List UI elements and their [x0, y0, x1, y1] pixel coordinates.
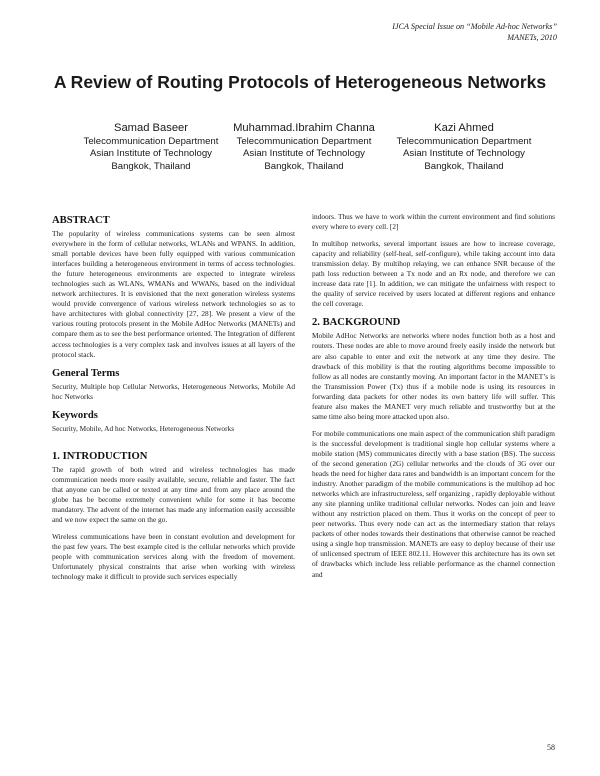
author-institute: Asian Institute of Technology [403, 148, 525, 160]
background-paragraph: For mobile communications one main aspect of the communication shift paradigm is the successful development is traditional single hop cellular systems where a mobile station (MS) communicates directly with a base station (BS). The success of the second generation (2G) cellular networks and the clouds of 3G over our heads the need for higher data rates and bandwidth is an important concern for the industry. Another paradigm of the mobile communications is the multihop ad hoc networks which are infrastructureless, self organizing , rapidly deployable without any site planning unlike traditional cellular networks. Nodes can join and leave without any restriction placed on them. Thus it works on the concept of peer to peer networks. Thus every node can act as the intermediary station that relays packets of other nodes towards their destinations that otherwise cannot be reached using a single hop transmission. MANETs are easy to deploy because of their use of unlicensed spectrum of IEEE 802.11. However this architecture has its own set of drawbacks which include less reliable performance as the channel connection and [312, 428, 555, 579]
author-institute: Asian Institute of Technology [243, 148, 365, 160]
author-location: Bangkok, Thailand [424, 160, 504, 172]
introduction-paragraph: In multihop networks, several important issues are how to increase coverage, capacity and reliability (self-heal, self-configure), while taking account into data transmission delay. By multihop relaying, we can enhance SNR because of the path loss reduction between a Tx node and an Rx node, and therefore we can increase data rate [1]. In addition, we can mitigate the unfairness with respect to the quality of service received by users located at different regions and enhance the cell coverage. [312, 239, 555, 309]
introduction-paragraph: The rapid growth of both wired and wireless technologies has made communication needs more easily available, secure, reliable and faster. The fact that anyone can be called or texted at any time and from any place around the globe has be become extremely convenient while for some it has become mandatory. The advent of the internet has made any information easily accessible and we now expect the same on the go. [52, 464, 295, 524]
author-department: Telecommunication Department [236, 136, 372, 147]
author-name: Kazi Ahmed [434, 122, 494, 134]
introduction-paragraph: Wireless communications have been in constant evolution and development for the past few years. The best example cited is the cellular networks which provide people with communication services along with the freedom of movement. Unfortunately physical constraints that arise when working with wireless technology make it difficult to provide such services especially [52, 532, 295, 582]
background-heading: 2. BACKGROUND [312, 317, 401, 329]
author-name: Muhammad.Ibrahim Channa [233, 122, 375, 134]
journal-issue: MANETs, 2010 [507, 32, 557, 42]
author-institute: Asian Institute of Technology [90, 148, 212, 160]
author-block [379, 121, 549, 173]
author-location: Bangkok, Thailand [264, 160, 344, 172]
author-department: Telecommunication Department [396, 136, 532, 147]
paper-title: A Review of Routing Protocols of Heterogeneous Networks [53, 72, 547, 92]
general-terms-heading: General Terms [52, 367, 120, 379]
journal-name: IJCA Special Issue on “Mobile Ad-hoc Networks” [392, 22, 557, 31]
author-location: Bangkok, Thailand [111, 160, 191, 172]
keywords-heading: Keywords [52, 409, 98, 421]
author-block [66, 121, 236, 173]
general-terms-text: Security, Multiple hop Cellular Networks, Heterogeneous Networks, Mobile Ad hoc Networks [52, 381, 295, 401]
background-paragraph: Mobile AdHoc Networks are networks where nodes function both as a host and routers. These nodes are able to move around freely easily inside the network but are also capable to enter and exit the network at any time they desire. The drawback of this mobility is that the routing algorithms become impossible to follow as all nodes are constantly moving. An important factor in the MANET’s is the Transmission Power (Tx) thus if a mobile node is using its resources in forwarding data packets for other nodes its own battery life will suffer. This feature also makes the MANET very much reliable and trustworthy but at the same time also being more attacked upon also. [312, 331, 555, 421]
abstract-heading: ABSTRACT [52, 215, 110, 226]
left-column [52, 214, 295, 589]
running-header [392, 22, 557, 43]
abstract-text: The popularity of wireless communications systems can be seen almost everywhere in the form of cellular networks, WLANs and WPANS. In addition, small portable devices have been fully equipped with various communication interfaces building a heterogeneous environment in terms of access technologies. the future heterogeneous environments are expected to integrate wireless technologies such as WLANs, WMANs and WWANs, based on the individual network architectures. It is envisioned that the next generation wireless systems would provide convergence of various wireless network technologies so as to have architectures with global connectivity [27, 28]. We present a view of the various routing protocols present in the Mobile AdHoc Networks (MANETs) and compare them as to see the best performance oriented. The Integration of different access technologies is a very complex task and involves issues at all layers of the protocol stack. [52, 229, 295, 359]
author-department: Telecommunication Department [83, 136, 219, 147]
keywords-text: Security, Mobile, Ad hoc Networks, Heterogeneous Networks [52, 423, 235, 433]
right-column [312, 212, 555, 587]
introduction-heading: 1. INTRODUCTION [52, 450, 148, 462]
page-number: 58 [547, 743, 555, 752]
introduction-paragraph: indoors. Thus we have to work within the current environment and find solutions every where to every cell. [2] [312, 212, 555, 232]
author-block [219, 121, 389, 173]
author-name: Samad Baseer [113, 122, 188, 134]
